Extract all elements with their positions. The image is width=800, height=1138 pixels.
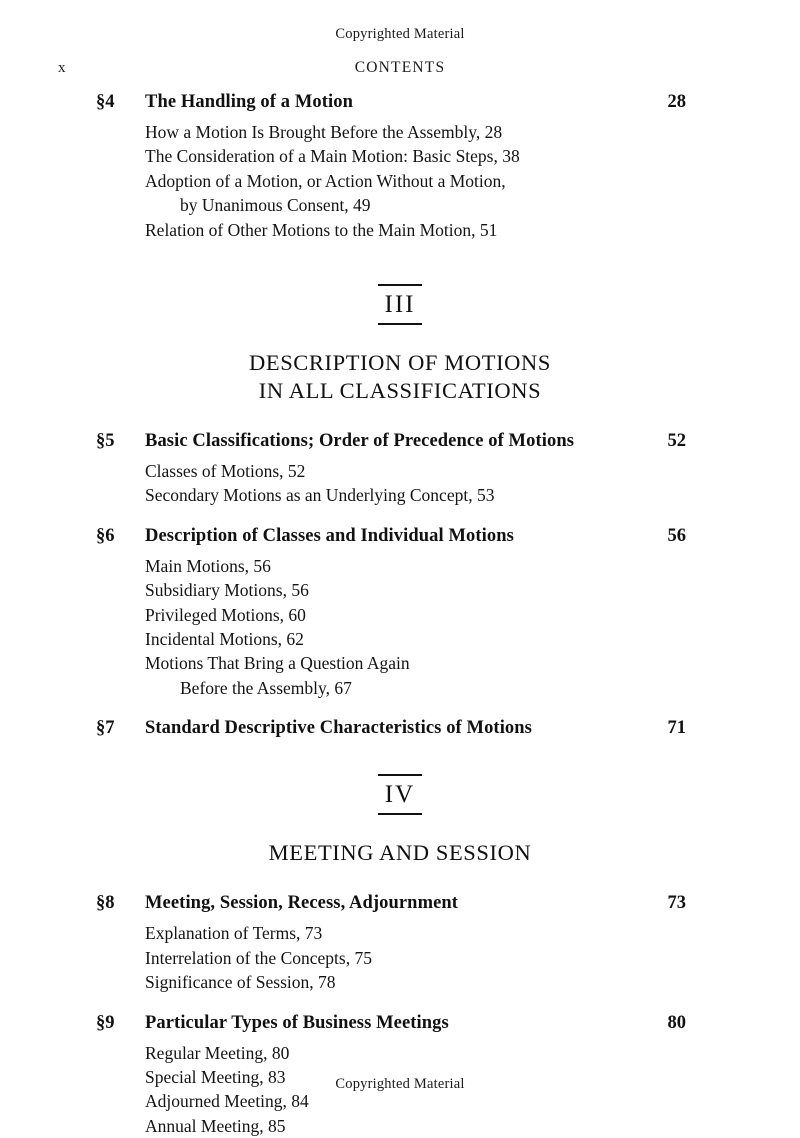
- part-rule-bottom: [378, 323, 422, 325]
- toc-entry-heading: [0, 893, 800, 919]
- part-divider-three: [0, 284, 800, 405]
- section-title: Basic Classifications; Order of Precedence of Motions: [145, 431, 574, 452]
- section-title: Standard Descriptive Characteristics of Motions: [145, 718, 532, 739]
- toc-entry: [0, 526, 800, 700]
- toc-entry: [0, 718, 800, 744]
- toc-subentry: by Unanimous Consent, 49: [180, 193, 800, 217]
- part-number: IV: [0, 780, 800, 810]
- toc-subentry: Secondary Motions as an Underlying Concept, 53: [145, 483, 800, 507]
- toc-subentry: Motions That Bring a Question Again: [145, 651, 800, 675]
- toc-subentry: Subsidiary Motions, 56: [145, 578, 800, 602]
- section-page-number: 56: [640, 526, 686, 547]
- toc-entry-heading: [0, 526, 800, 552]
- section-page-number: 28: [640, 92, 686, 113]
- part-rule-bottom: [378, 813, 422, 815]
- part-rule-top: [378, 774, 422, 776]
- toc-subentry: Relation of Other Motions to the Main Motion, 51: [145, 218, 800, 242]
- toc-entry-heading: [0, 431, 800, 457]
- toc-subentry: Explanation of Terms, 73: [145, 921, 800, 945]
- toc-subentry: Incidental Motions, 62: [145, 627, 800, 651]
- running-head: CONTENTS: [0, 59, 800, 77]
- toc-subentry: Significance of Session, 78: [145, 970, 800, 994]
- toc-subentry: Adoption of a Motion, or Action Without a Motion,: [145, 169, 800, 193]
- toc-subentry: Interrelation of the Concepts, 75: [145, 946, 800, 970]
- section-page-number: 80: [640, 1013, 686, 1034]
- section-number: §7: [96, 718, 115, 739]
- part-number: III: [0, 290, 800, 320]
- toc-subentry: Classes of Motions, 52: [145, 459, 800, 483]
- part-divider-four: [0, 774, 800, 867]
- section-number: §5: [96, 431, 115, 452]
- section-number: §6: [96, 526, 115, 547]
- page-number-folio: x: [58, 60, 66, 77]
- toc-subentry: How a Motion Is Brought Before the Assembly, 28: [145, 120, 800, 144]
- part-title-line2: IN ALL CLASSIFICATIONS: [0, 377, 800, 405]
- section-title: Particular Types of Business Meetings: [145, 1013, 449, 1034]
- section-page-number: 52: [640, 431, 686, 452]
- section-title: Description of Classes and Individual Motions: [145, 526, 514, 547]
- toc-entry: [0, 893, 800, 994]
- section-title: The Handling of a Motion: [145, 92, 353, 113]
- section-number: §4: [96, 92, 115, 113]
- toc-subentry: Regular Meeting, 80: [145, 1041, 800, 1065]
- table-of-contents: [0, 92, 800, 1138]
- part-title-line1: DESCRIPTION OF MOTIONS: [0, 349, 800, 377]
- toc-entry-heading: [0, 1013, 800, 1039]
- toc-entry-heading: [0, 92, 800, 118]
- section-page-number: 71: [640, 718, 686, 739]
- part-rule-top: [378, 284, 422, 286]
- toc-entry: [0, 92, 800, 242]
- copyright-notice-bottom: Copyrighted Material: [0, 1076, 800, 1093]
- toc-entry: [0, 431, 800, 508]
- section-number: §8: [96, 893, 115, 914]
- toc-subentry: Before the Assembly, 67: [180, 676, 800, 700]
- toc-subentry: Main Motions, 56: [145, 554, 800, 578]
- section-number: §9: [96, 1013, 115, 1034]
- toc-subentry: Annual Meeting, 85: [145, 1114, 800, 1138]
- toc-subentry: The Consideration of a Main Motion: Basic Steps, 38: [145, 144, 800, 168]
- toc-subentry: Privileged Motions, 60: [145, 603, 800, 627]
- section-title: Meeting, Session, Recess, Adjournment: [145, 893, 458, 914]
- section-page-number: 73: [640, 893, 686, 914]
- toc-subentry: Special Meeting, 83: [145, 1065, 800, 1089]
- toc-subentry: Adjourned Meeting, 84: [145, 1089, 800, 1113]
- copyright-notice-top: Copyrighted Material: [0, 26, 800, 43]
- toc-entry-heading: [0, 718, 800, 744]
- part-title-line1: MEETING AND SESSION: [0, 839, 800, 867]
